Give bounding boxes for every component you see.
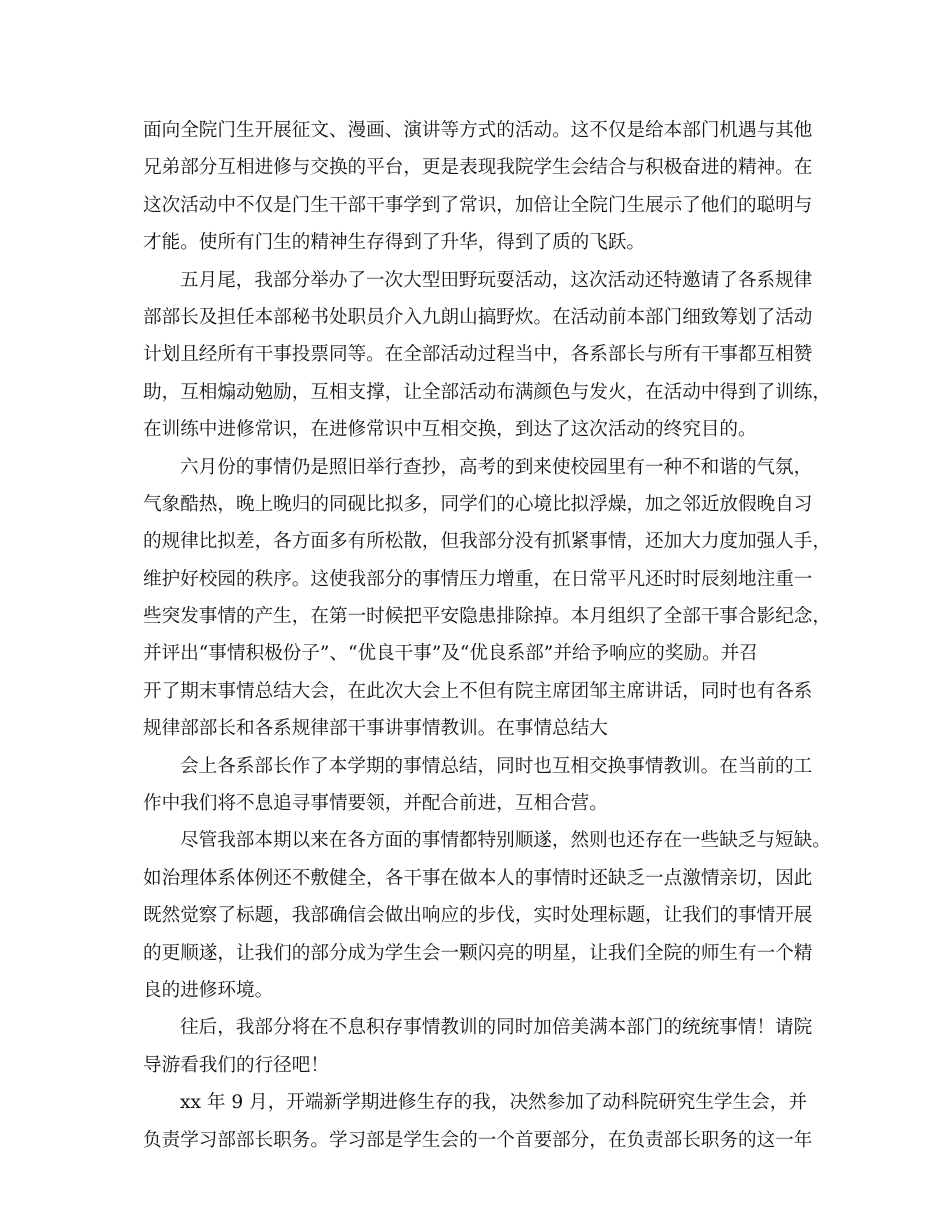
text-line: 计划且经所有干事投票同等。在全部活动过程当中，各系部长与所有干事都互相赞	[143, 344, 813, 366]
text-line: 作中我们将不息追寻事情要领，并配合前进，互相合营。	[143, 793, 608, 815]
text-line: 面向全院门生开展征文、漫画、演讲等方式的活动。这不仅是给本部门机遇与其他	[143, 120, 813, 141]
text-line: 规律部部长和各系规律部干事讲事情教训。在事情总结大	[143, 718, 608, 740]
text-line: 会上各系部长作了本学期的事情总结，同时也互相交换事情教训。在当前的工	[180, 755, 813, 777]
text-line: xx 年 9 月，开端新学期进修生存的我，决然参加了动科院研究生学生会，并	[180, 1092, 807, 1114]
text-line: 如治理体系体例还不敷健全，各干事在做本人的事情时还缺乏一点激情亲切，因此	[143, 867, 813, 889]
text-line: 五月尾，我部分举办了一次大型田野玩耍活动，这次活动还特邀请了各系规律	[180, 269, 813, 291]
text-line: 兄弟部分互相进修与交换的平台，更是表现我院学生会结合与积极奋进的精神。在	[143, 157, 813, 179]
text-line: 气象酷热，晚上晚归的同砚比拟多，同学们的心境比拟浮燥，加之邻近放假晚自习	[143, 493, 813, 515]
text-line: 并评出“事情积极份子”、“优良干事”及“优良系部”并给予响应的奖励。并召	[143, 643, 758, 665]
text-line: 部部长及担任本部秘书处职员介入九朗山搞野炊。在活动前本部门细致筹划了活动	[143, 306, 813, 328]
text-line: 的更顺遂，让我们的部分成为学生会一颗闪亮的明星，让我们全院的师生有一个精	[143, 942, 813, 964]
text-line: 这次活动中不仅是门生干部干事学到了常识，加倍让全院门生展示了他们的聪明与	[143, 194, 813, 216]
text-line: 负责学习部部长职务。学习部是学生会的一个首要部分，在负责部长职务的这一年	[143, 1129, 813, 1151]
text-line: 开了期末事情总结大会，在此次大会上不但有院主席团邹主席讲话，同时也有各系	[143, 680, 813, 702]
text-line: 维护好校园的秩序。这使我部分的事情压力增重，在日常平凡还时时辰刻地注重一	[143, 568, 813, 590]
text-line: 助，互相煽动勉励，互相支撑，让全部活动布满颜色与发火，在活动中得到了训练，	[143, 381, 831, 403]
text-line: 才能。使所有门生的精神生存得到了升华，得到了质的飞跃。	[143, 232, 646, 254]
text-line: 的规律比拟差，各方面多有所松散，但我部分没有抓紧事情，还加大力度加强人手，	[143, 531, 831, 553]
document-body	[143, 112, 831, 1159]
text-line: 六月份的事情仍是照旧举行查抄，高考的到来使校园里有一种不和谐的气氛，	[180, 456, 813, 478]
text-line: 既然觉察了标题，我部确信会做出响应的步伐，实时处理标题，让我们的事情开展	[143, 905, 813, 927]
text-line: 往后，我部分将在不息积存事情教训的同时加倍美满本部门的统统事情！请院	[180, 1017, 813, 1039]
text-line: 良的进修环境。	[143, 979, 274, 1001]
text-line: 尽管我部本期以来在各方面的事情都特别顺遂，然则也还存在一些缺乏与短缺。	[180, 830, 831, 852]
text-line: 在训练中进修常识，在进修常识中互相交换，到达了这次活动的终究目的。	[143, 419, 757, 441]
text-line: 些突发事情的产生，在第一时候把平安隐患排除掉。本月组织了全部干事合影纪念，	[143, 606, 831, 628]
text-line: 导游看我们的行径吧！	[143, 1054, 329, 1076]
